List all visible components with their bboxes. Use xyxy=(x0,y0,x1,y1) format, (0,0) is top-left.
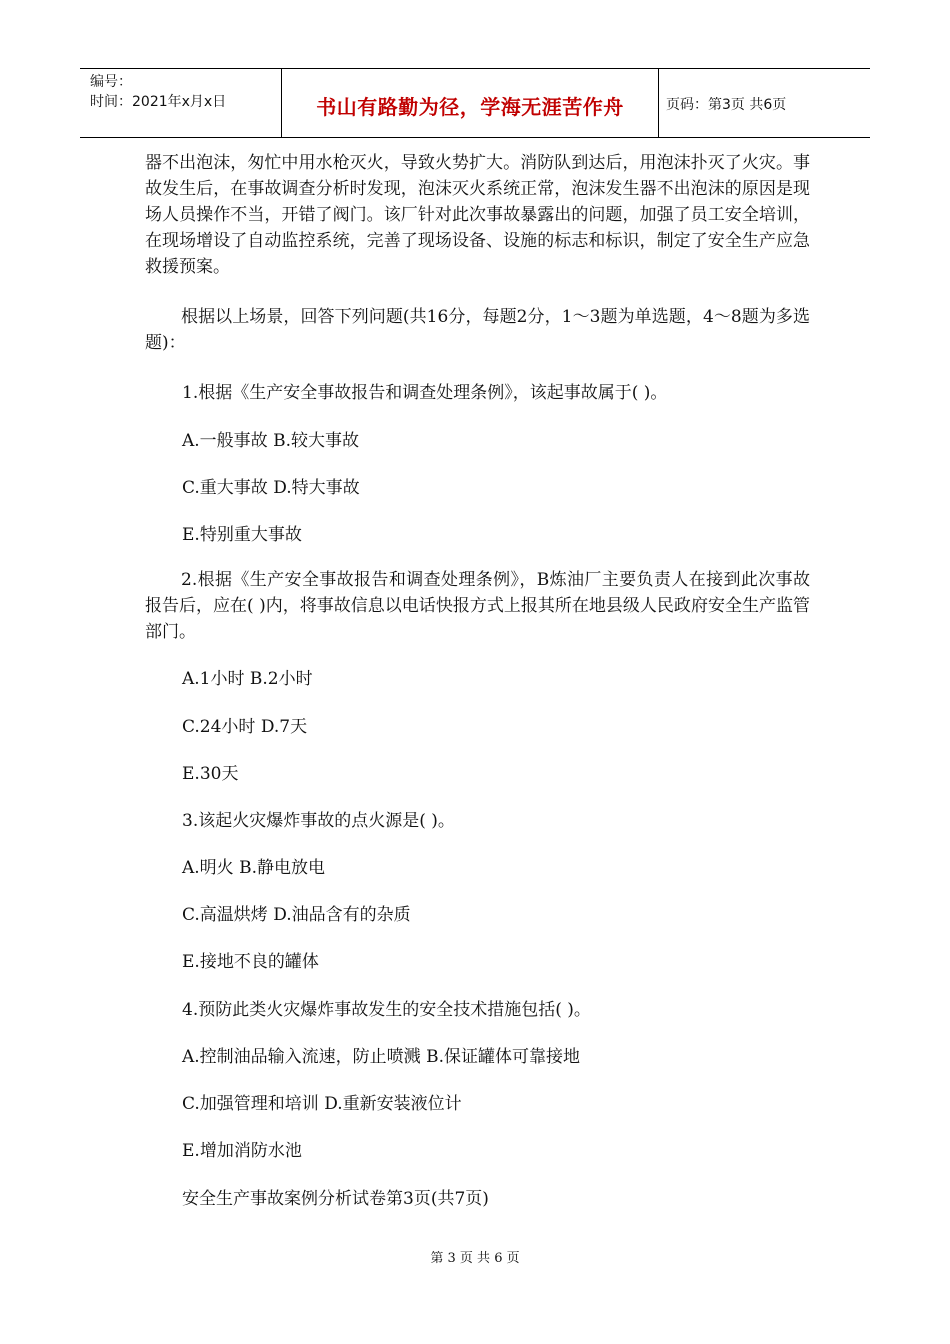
header-page-cell xyxy=(658,69,870,137)
question-2: 2.根据《生产安全事故报告和调查处理条例》，B炼油厂主要负责人在接到此次事故报告后，应在( )内，将事故信息以电话快报方式上报其所在地县级人民政府安全生产监管部门。 xyxy=(145,570,810,642)
intro-paragraph: 器不出泡沫，匆忙中用水枪灭火，导致火势扩大。消防队到达后，用泡沫扑灭了火灾。事故发生后，在事故调查分析时发现，泡沫灭火系统正常，泡沫发生器不出泡沫的原因是现场人员操作不当，开错了阀门。该厂针对此次事故暴露出的问题，加强了员工安全培训，在现场增设了自动监控系统，完善了现场设备、设施的标志和标识，制定了安全生产应急救援预案。 xyxy=(145,153,810,277)
motto-text: 书山有路勤为径，学海无涯苦作舟 xyxy=(316,95,624,119)
question-1-options-ab: A.一般事故 B.较大事故 xyxy=(182,431,359,451)
question-4-options-ab: A.控制油品输入流速，防止喷溅 B.保证罐体可靠接地 xyxy=(182,1047,580,1067)
instructions-paragraph: 根据以上场景，回答下列问题(共16分，每题2分，1～3题为单选题，4～8题为多选题)： xyxy=(145,307,810,353)
question-4: 4.预防此类火灾爆炸事故发生的安全技术措施包括( )。 xyxy=(182,1000,591,1020)
time-label: 时间：2021年x月x日 xyxy=(90,94,227,110)
page-footer: 第 3 页 共 6 页 xyxy=(430,1251,520,1266)
header-motto-cell xyxy=(281,69,659,137)
question-3-option-e: E.接地不良的罐体 xyxy=(182,952,319,972)
header-info-cell xyxy=(80,69,280,137)
question-1-options-cd: C.重大事故 D.特大事故 xyxy=(182,478,360,498)
page-info: 页码：第3页 共6页 xyxy=(666,97,787,113)
question-3-options-cd: C.高温烘烤 D.油品含有的杂质 xyxy=(182,905,411,925)
question-4-options-cd: C.加强管理和培训 D.重新安装液位计 xyxy=(182,1094,462,1114)
question-2-block xyxy=(145,567,810,645)
question-1-option-e: E.特别重大事故 xyxy=(182,525,302,545)
question-2-options-ab: A.1小时 B.2小时 xyxy=(182,669,313,689)
document-body xyxy=(145,150,810,280)
exam-page-note: 安全生产事故案例分析试卷第3页(共7页) xyxy=(182,1189,489,1209)
question-3: 3.该起火灾爆炸事故的点火源是( )。 xyxy=(182,811,455,831)
question-1: 1.根据《生产安全事故报告和调查处理条例》，该起事故属于( )。 xyxy=(182,383,668,403)
question-2-option-e: E.30天 xyxy=(182,764,239,784)
number-label: 编号： xyxy=(90,74,132,90)
question-2-options-cd: C.24小时 D.7天 xyxy=(182,717,308,737)
question-3-options-ab: A.明火 B.静电放电 xyxy=(182,858,325,878)
page-header xyxy=(80,68,870,138)
question-4-option-e: E.增加消防水池 xyxy=(182,1141,302,1161)
instructions-block xyxy=(145,304,810,356)
